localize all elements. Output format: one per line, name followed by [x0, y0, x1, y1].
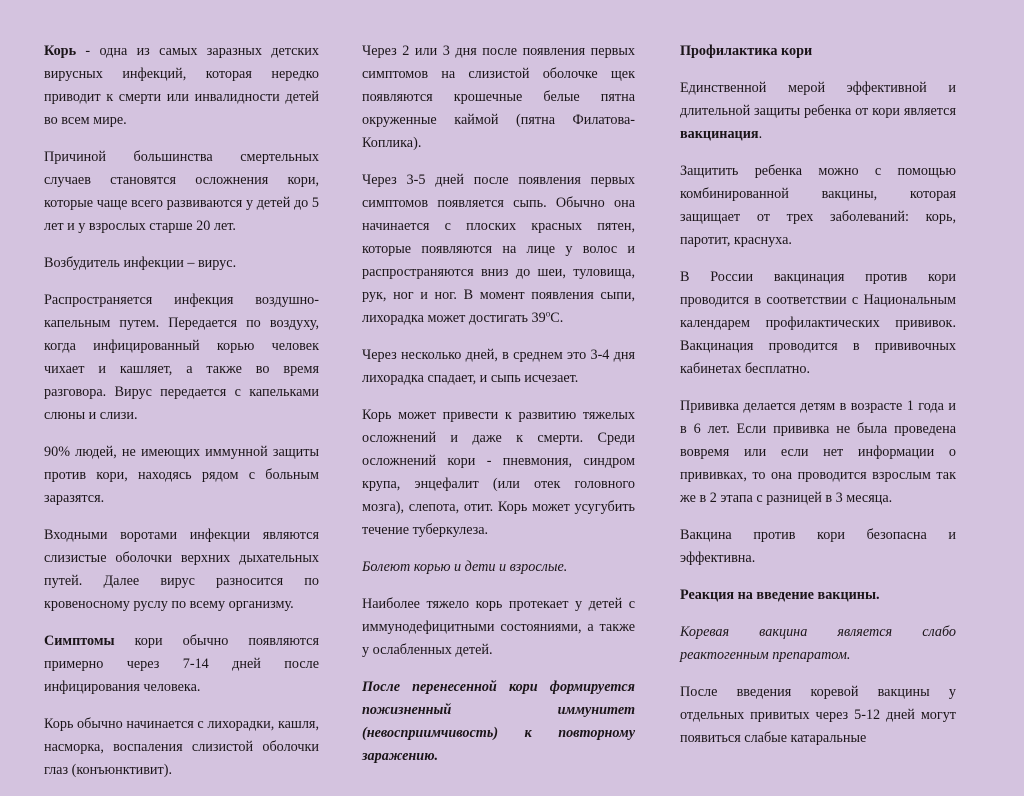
column-1	[44, 40, 319, 796]
paragraph-vaccination-schedule: Прививка делается детям в возрасте 1 года и в 6 лет. Если прививка не была проведена вовремя или если нет информации о прививках, то она проводится взрослым так же в 2 этапа с разницей в 3 месяца.	[680, 398, 956, 506]
paragraph-national-calendar: В России вакцинация против кори проводится в соответствии с Национальным календарем профилактических прививок. Вакцинация проводится в прививочных кабинетах бесплатно.	[680, 269, 956, 377]
paragraph-low-reactogenic: Коревая вакцина является слабо реактогенным препаратом.	[680, 624, 956, 663]
term-symptoms: Симптомы	[44, 633, 115, 649]
paragraph-pathogen: Возбудитель инфекции – вирус.	[44, 255, 237, 271]
term-measles: Корь	[44, 43, 77, 59]
paragraph-lifelong-immunity: После перенесенной кори формируется пожизненный иммунитет (невосприимчивость) к повторному заражению.	[362, 679, 635, 764]
term-vaccination: вакцинация	[680, 126, 759, 142]
paragraph-death-cause: Причиной большинства смертельных случаев становятся осложнения кори, которые чаще всего развиваются у детей до 5 лет и у взрослых старше 20 лет.	[44, 149, 319, 234]
paragraph-vaccine-safe: Вакцина против кори безопасна и эффективна.	[680, 527, 956, 566]
paragraph-symptoms: Симптомы кори обычно появляются примерно через 7-14 дней после инфицирования человека.	[44, 633, 319, 695]
paragraph-entry-gates: Входными воротами инфекции являются слизистые оболочки верхних дыхательных путей. Далее вирус разносится по кровеносному руслу по всему организму.	[44, 527, 319, 612]
column-3	[680, 40, 956, 764]
paragraph-combined-vaccine: Защитить ребенка можно с помощью комбинированной вакцины, которая защищает от трех заболеваний: корь, паротит, краснуха.	[680, 163, 956, 248]
paragraph-who-gets-sick: Болеют корью и дети и взрослые.	[362, 559, 568, 575]
paragraph-koplik-spots: Через 2 или 3 дня после появления первых симптомов на слизистой оболочке щек появляются крошечные белые пятна окруженные каймой (пятна Филатова-Коплика).	[362, 43, 635, 151]
column-2	[362, 40, 635, 782]
paragraph-measles-intro: Корь - одна из самых заразных детских вирусных инфекций, которая нередко приводит к смерти или инвалидности детей во всем мире.	[44, 43, 319, 128]
paragraph-fever-subsides: Через несколько дней, в среднем это 3-4 дня лихорадка спадает, и сыпь исчезает.	[362, 347, 635, 386]
paragraph-severe-cases: Наиболее тяжело корь протекает у детей с иммунодефицитными состояниями, а также у ослабленных детей.	[362, 596, 635, 658]
paragraph-rash: Через 3-5 дней после появления первых симптомов появляется сыпь. Обычно она начинается с плоских красных пятен, которые появляются на лице у волос и распространяются вниз до шеи, туловища, рук, ног и ног. В момент появления сыпи, лихорадка может достигать $39^оС$.	[362, 172, 635, 326]
paragraph-complications: Корь может привести к развитию тяжелых осложнений и даже к смерти. Среди осложнений кори - пневмония, синдром крупа, энцефалит (или отек головного мозга), слепота, отит. Корь может усугубить течение туберкулеза.	[362, 407, 635, 538]
paragraph-vaccination-only-measure: Единственной мерой эффективной и длительной защиты ребенка от кори является вакцинация.	[680, 80, 956, 142]
paragraph-infection-rate: 90% людей, не имеющих иммунной защиты против кори, находясь рядом с больным заразятся.	[44, 444, 319, 506]
paragraph-transmission: Распространяется инфекция воздушно-капельным путем. Передается по воздуху, когда инфицированный корью человек чихает и кашляет, а также во время разговора. Вирус передается с капельками слюны и слизи.	[44, 292, 319, 423]
paragraph-onset: Корь обычно начинается с лихорадки, кашля, насморка, воспаления слизистой оболочки глаз (конъюнктивит).	[44, 716, 319, 778]
paragraph-catarrhal-symptoms: После введения коревой вакцины у отдельных привитых через 5-12 дней могут появиться слабые катаральные	[680, 684, 956, 746]
heading-vaccine-reaction: Реакция на введение вакцины.	[680, 587, 880, 603]
heading-prevention: Профилактика кори	[680, 43, 813, 59]
